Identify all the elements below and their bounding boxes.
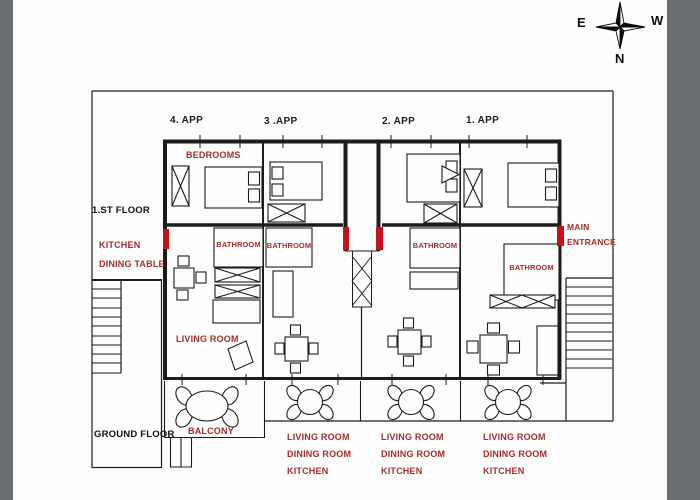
balcony-furniture	[173, 383, 535, 431]
sofa-app1	[537, 326, 558, 375]
first-floor-label: 1.ST FLOOR	[92, 205, 150, 216]
balcony-table-app4	[186, 391, 228, 421]
bathroom-label-app2: BATHROOM	[412, 241, 458, 250]
dining-table-app2	[398, 330, 421, 354]
ground-floor-label: GROUND FLOOR	[94, 429, 175, 440]
bathroom-label-app4: BATHROOM	[216, 240, 261, 249]
bathroom-label-app3: BATHROOM	[266, 241, 312, 250]
balcony-table-app2	[399, 390, 424, 415]
bedrooms-label: BEDROOMS	[186, 150, 241, 160]
compass-east-label: E	[577, 15, 586, 30]
room-list-line: KITCHEN	[381, 466, 423, 476]
apartment-label-4: 4. APP	[170, 115, 204, 126]
room-list-line: LIVING ROOM	[287, 432, 350, 442]
entry-shaft-stairs	[345, 251, 379, 378]
room-list-line: KITCHEN	[483, 466, 525, 476]
dining-table-app3	[285, 337, 308, 361]
balcony-table-app3	[298, 390, 323, 415]
compass-star-icon	[596, 2, 645, 49]
room-list-line: DINING ROOM	[381, 449, 446, 459]
bathroom-label-app1: BATHROOM	[509, 263, 554, 272]
rug-app4	[228, 341, 253, 370]
main-entrance-label-line1: MAIN	[567, 222, 590, 232]
dining-table-app1	[480, 335, 507, 363]
room-list-line: LIVING ROOM	[483, 432, 546, 442]
compass-north-label: N	[615, 51, 625, 66]
room-list-app1	[483, 429, 547, 480]
room-list-line: KITCHEN	[287, 466, 329, 476]
room-list-app3	[287, 429, 351, 480]
cabinet-app3	[273, 271, 293, 317]
room-list-line: LIVING ROOM	[381, 432, 444, 442]
apartment-label-3: 3 .APP	[264, 116, 298, 127]
dining-table-label: DINING TABLE	[99, 259, 165, 269]
room-list-line: DINING ROOM	[287, 449, 352, 459]
kitchen-table-app4	[174, 268, 194, 288]
bathroom-box-app1	[504, 244, 559, 300]
kitchen-label: KITCHEN	[99, 240, 141, 250]
room-list-app2	[381, 429, 445, 480]
apartment-label-1: 1. APP	[466, 115, 500, 126]
apartment-label-2: 2. APP	[382, 116, 416, 127]
main-entrance-label-line2: ENTRANCE	[567, 237, 616, 247]
compass-west-label: W	[651, 13, 664, 28]
balcony-table-app1	[496, 390, 521, 415]
room-list-line: DINING ROOM	[483, 449, 548, 459]
balcony-label: BALCONY	[188, 426, 234, 436]
living-room-label-app4: LIVING ROOM	[176, 334, 239, 344]
sofa-app4	[213, 300, 260, 323]
